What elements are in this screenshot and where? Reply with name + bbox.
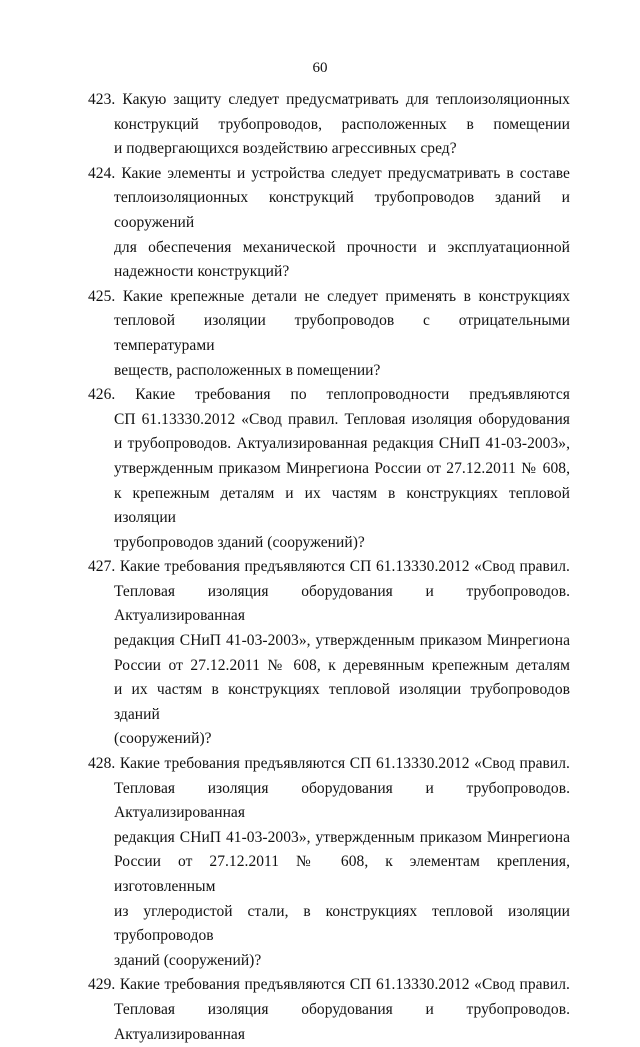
question-429 [88,973,570,1047]
question-text-line: Тепловая изоляция оборудования и трубопроводов. Актуализированная [114,779,570,822]
question-number: 423. [88,91,116,108]
page-number: 60 [312,60,328,76]
question-number: 425. [88,287,116,305]
question-text-line: Какие требования предъявляются СП 61.13330.2012 «Свод правил. [119,558,570,576]
question-427 [88,555,570,752]
question-423 [88,88,570,162]
question-text-line: и их частям в конструкциях тепловой изоляции трубопроводов зданий [114,681,570,723]
question-426 [88,383,570,555]
question-text-line: к крепежным деталям и их частям в конструкциях тепловой изоляции [114,484,570,527]
question-text-line: надежности конструкций? [114,263,290,281]
question-text-line: Какие требования предъявляются СП 61.13330.2012 «Свод правил. [119,976,570,994]
question-text-line: конструкций трубопроводов, расположенных в помещении [114,115,570,133]
question-text-line: трубопроводов зданий (сооружений)? [114,533,365,551]
question-text-line: и трубопроводов. Актуализированная редакция СНиП 41-03-2003», [114,435,570,453]
question-text-line: Тепловая изоляция оборудования и трубопроводов. Актуализированная [114,1000,570,1043]
question-428 [88,752,570,973]
question-text-line: СП 61.13330.2012 «Свод правил. Тепловая изоляция оборудования [114,410,570,428]
question-425 [88,285,570,383]
question-text-line: Какие требования предъявляются СП 61.13330.2012 «Свод правил. [119,755,570,773]
question-text-line: зданий (сооружений)? [114,951,262,969]
question-text-line: Какие требования по теплопроводности предъявляются [135,386,570,404]
question-number: 427. [88,558,116,576]
question-text-line: теплоизоляционных конструкций трубопроводов зданий и сооружений [114,189,570,231]
question-number: 429. [88,976,116,994]
question-text-line: из углеродистой стали, в конструкциях тепловой изоляции трубопроводов [114,902,570,945]
question-text-line: Какую защиту следует предусматривать для теплоизоляционных [122,91,570,108]
question-list [88,88,570,1047]
question-text-line: веществ, расположенных в помещении? [114,361,381,379]
question-text-line: России от 27.12.2011 № 608, к деревянным крепежным деталям [114,656,570,674]
question-number: 426. [88,386,116,404]
question-text-line: для обеспечения механической прочности и эксплуатационной [114,238,570,256]
question-text-line: Тепловая изоляция оборудования и трубопроводов. Актуализированная [114,582,570,625]
question-424 [88,162,570,285]
question-text-line: (сооружений)? [114,730,212,748]
question-text-line: Какие элементы и устройства следует предусматривать в составе [121,164,570,182]
question-text-line: тепловой изоляции трубопроводов с отрицательными температурами [114,312,570,354]
question-text-line: утвержденным приказом Минрегиона России от 27.12.2011 № 608, [114,459,570,477]
question-text-line: России от 27.12.2011 № 608, к элементам крепления, изготовленным [114,853,570,895]
question-text-line: редакция СНиП 41-03-2003», утвержденным приказом Минрегиона [114,828,570,846]
question-text-line: Какие крепежные детали не следует применять в конструкциях [122,287,570,305]
question-number: 428. [88,755,116,773]
question-number: 424. [88,164,116,182]
question-text-line: редакция СНиП 41-03-2003», утвержденным приказом Минрегиона [114,632,570,650]
question-text-line: и подвергающихся воздействию агрессивных сред? [114,140,457,158]
